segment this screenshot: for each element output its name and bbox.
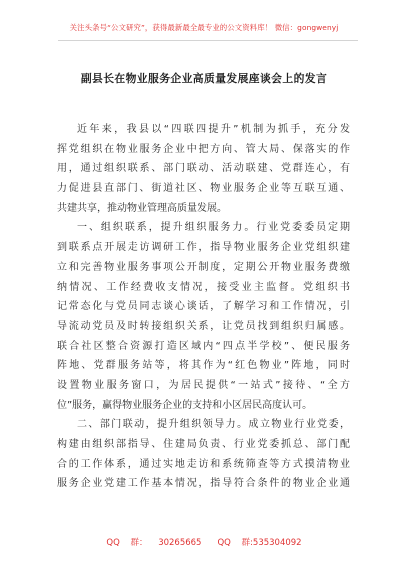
body-line: 力促进县直部门、街道社区、物业服务企业等互联互通、: [57, 183, 350, 195]
body-line: 记常态化与党员同志谈心谈话，了解学习和工作情况，引: [57, 301, 350, 313]
body-line: 服务企业党建工作基本情况，指导符合条件的物业企业通: [57, 478, 350, 490]
body-line: 二、部门联动，提升组织领导力。成立物业行业党委，: [77, 419, 350, 431]
body-line: 合的工作体系，通过实地走访和系统筛查等方式摸清物业: [57, 458, 350, 470]
header-banner: 关注头条号“公文研究”，获得最新最全最专业的公文资料库！ 微信：gongwenyj: [69, 23, 339, 32]
footer-qq-group-2: QQ 群:535304092: [217, 538, 302, 548]
header-divider: [58, 40, 358, 41]
body-line: 到联系点开展走访调研工作，指导物业服务企业党组织建: [57, 242, 350, 254]
body-line: 立和完善物业服务事项公开制度，定期公开物业服务费缴: [57, 261, 350, 273]
document-body: [57, 120, 350, 494]
footer-qq-group-1: QQ 群： 30265665: [106, 538, 202, 548]
body-line: 共建共享，推动物业管理高质量发展。: [57, 202, 227, 214]
body-line: 阵地、党群服务站等，将其作为“红色物业”阵地，同时: [57, 360, 350, 372]
body-line: 挥党组织在物业服务企业中把方向、管大局、保落实的作: [57, 143, 350, 155]
body-line: 位”服务，赢得物业服务企业的支持和小区居民高度认可。: [57, 399, 313, 411]
body-line: 构建由组织部指导、住建局负责、行业党委抓总、部门配: [57, 439, 350, 450]
body-line: 用，通过组织联系、部门联动、活动联建、党群连心，有: [57, 163, 350, 175]
footer-contact: [0, 536, 408, 548]
body-line: 近年来，我县以“四联四提升”机制为抓手，充分发: [77, 124, 350, 135]
body-line: 设置物业服务窗口，为居民提供“一站式”接待、“全方: [57, 379, 350, 391]
document-title: 副县长在物业服务企业高质量发展座谈会上的发言: [80, 72, 328, 85]
body-line: 联合社区整合资源打造区域内“四点半学校”、便民服务: [57, 340, 350, 352]
body-line: 导流动党员及时转接组织关系，让党员找到组织归属感。: [57, 320, 350, 332]
body-line: 纳情况、工作经费收支情况，接受业主监督。党组织书: [57, 281, 350, 293]
body-line: 一、组织联系，提升组织服务力。行业党委委员定期: [77, 222, 350, 234]
